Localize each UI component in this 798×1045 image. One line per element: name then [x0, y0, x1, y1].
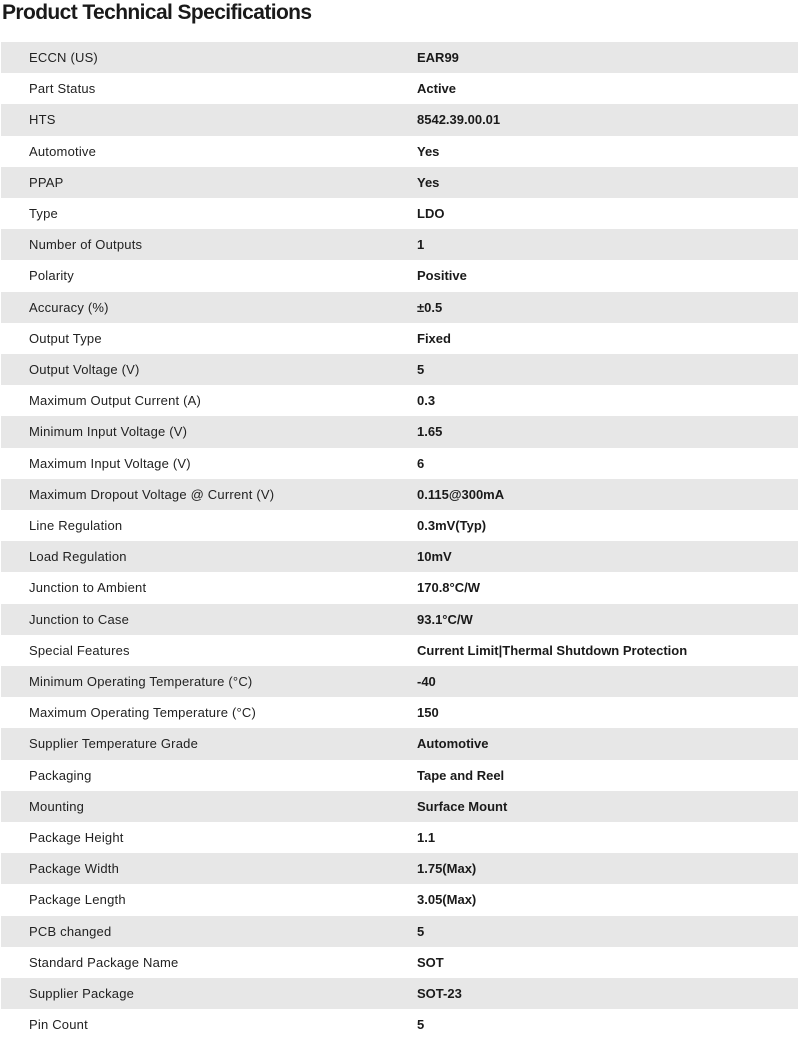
table-row — [1, 884, 798, 915]
spec-label: Packaging — [29, 767, 92, 783]
spec-value: Fixed — [417, 330, 451, 346]
spec-label: Line Regulation — [29, 518, 123, 534]
spec-value: 0.115@300mA — [417, 486, 505, 502]
page-title: Product Technical Specifications — [2, 1, 312, 24]
specifications-table-body — [1, 42, 798, 1041]
spec-value: 5 — [417, 362, 425, 378]
spec-value: -40 — [417, 674, 436, 690]
spec-label: Output Type — [29, 330, 102, 346]
spec-label: Maximum Output Current (A) — [29, 393, 202, 409]
table-row — [1, 947, 798, 978]
spec-label: Automotive — [29, 143, 97, 159]
spec-label: Minimum Input Voltage (V) — [29, 424, 188, 440]
spec-value: EAR99 — [417, 50, 459, 65]
table-row — [1, 666, 798, 697]
table-row — [1, 167, 798, 198]
spec-label: Mounting — [29, 798, 85, 814]
spec-value: 5 — [417, 1017, 425, 1033]
table-row — [1, 978, 798, 1009]
spec-label: Junction to Ambient — [29, 580, 147, 596]
spec-label: Load Regulation — [29, 549, 127, 565]
spec-label: Type — [29, 206, 58, 222]
spec-label: Minimum Operating Temperature (°C) — [29, 674, 253, 690]
spec-value: 3.05(Max) — [417, 892, 477, 908]
spec-label: Number of Outputs — [29, 237, 143, 253]
table-row — [1, 822, 798, 853]
table-row — [1, 604, 798, 635]
spec-value: ±0.5 — [417, 299, 443, 315]
spec-value: Positive — [417, 268, 467, 284]
spec-label: Standard Package Name — [29, 954, 179, 970]
table-row — [1, 416, 798, 447]
table-row — [1, 354, 798, 385]
spec-label: Maximum Input Voltage (V) — [29, 455, 191, 471]
spec-value: 0.3mV(Typ) — [417, 518, 487, 534]
table-row — [1, 635, 798, 666]
spec-value: 6 — [417, 455, 425, 471]
spec-label: Maximum Operating Temperature (°C) — [29, 705, 257, 721]
spec-value: 0.3 — [417, 393, 436, 409]
spec-value: 1.75(Max) — [417, 861, 477, 877]
spec-value: Surface Mount — [417, 798, 508, 814]
table-row — [1, 448, 798, 479]
spec-value: 8542.39.00.01 — [417, 112, 501, 128]
table-row — [1, 1009, 798, 1040]
spec-value: 170.8°C/W — [417, 580, 481, 596]
table-row — [1, 916, 798, 947]
spec-label: HTS — [29, 112, 56, 128]
spec-label: Pin Count — [29, 1017, 88, 1033]
table-row — [1, 728, 798, 759]
spec-label: Supplier Temperature Grade — [29, 736, 198, 752]
table-row — [1, 198, 798, 229]
spec-label: PPAP — [29, 174, 64, 190]
table-row — [1, 791, 798, 822]
table-row — [1, 541, 798, 572]
spec-value: SOT — [417, 954, 444, 970]
spec-label: Part Status — [29, 81, 96, 97]
table-row — [1, 136, 798, 167]
spec-value: Active — [417, 81, 457, 97]
table-row — [1, 853, 798, 884]
spec-value: Automotive — [417, 736, 489, 752]
spec-label: Junction to Case — [29, 611, 130, 627]
table-row — [1, 385, 798, 416]
spec-label: Output Voltage (V) — [29, 362, 140, 378]
spec-label: Maximum Dropout Voltage @ Current (V) — [29, 486, 275, 502]
spec-value: Tape and Reel — [417, 767, 505, 783]
specifications-table — [1, 42, 798, 1041]
table-row — [1, 479, 798, 510]
table-row — [1, 73, 798, 104]
spec-value: 1.65 — [417, 424, 443, 440]
spec-label: Package Length — [29, 892, 126, 908]
spec-value: Yes — [417, 174, 440, 190]
table-row — [1, 260, 798, 291]
spec-label: Package Height — [29, 830, 124, 846]
table-row — [1, 510, 798, 541]
table-row — [1, 760, 798, 791]
spec-label: Supplier Package — [29, 986, 135, 1002]
table-row — [1, 323, 798, 354]
spec-value: Current Limit|Thermal Shutdown Protection — [417, 642, 688, 658]
spec-value: 5 — [417, 923, 425, 939]
spec-value: 1.1 — [417, 830, 436, 846]
spec-value: 93.1°C/W — [417, 611, 473, 627]
spec-label: Accuracy (%) — [29, 299, 109, 315]
spec-value: 1 — [417, 237, 425, 253]
table-row — [1, 104, 798, 135]
spec-value: 150 — [417, 705, 439, 721]
table-row — [1, 42, 798, 73]
spec-label: PCB changed — [29, 923, 112, 939]
table-row — [1, 697, 798, 728]
spec-label: Package Width — [29, 861, 120, 877]
spec-value: Yes — [417, 143, 440, 159]
table-row — [1, 229, 798, 260]
spec-value: 10mV — [417, 549, 452, 565]
table-row — [1, 292, 798, 323]
spec-label: Special Features — [29, 642, 130, 658]
table-row — [1, 572, 798, 603]
spec-value: SOT-23 — [417, 986, 462, 1002]
spec-label: Polarity — [29, 268, 74, 284]
spec-label: ECCN (US) — [29, 50, 98, 65]
spec-value: LDO — [417, 206, 445, 222]
